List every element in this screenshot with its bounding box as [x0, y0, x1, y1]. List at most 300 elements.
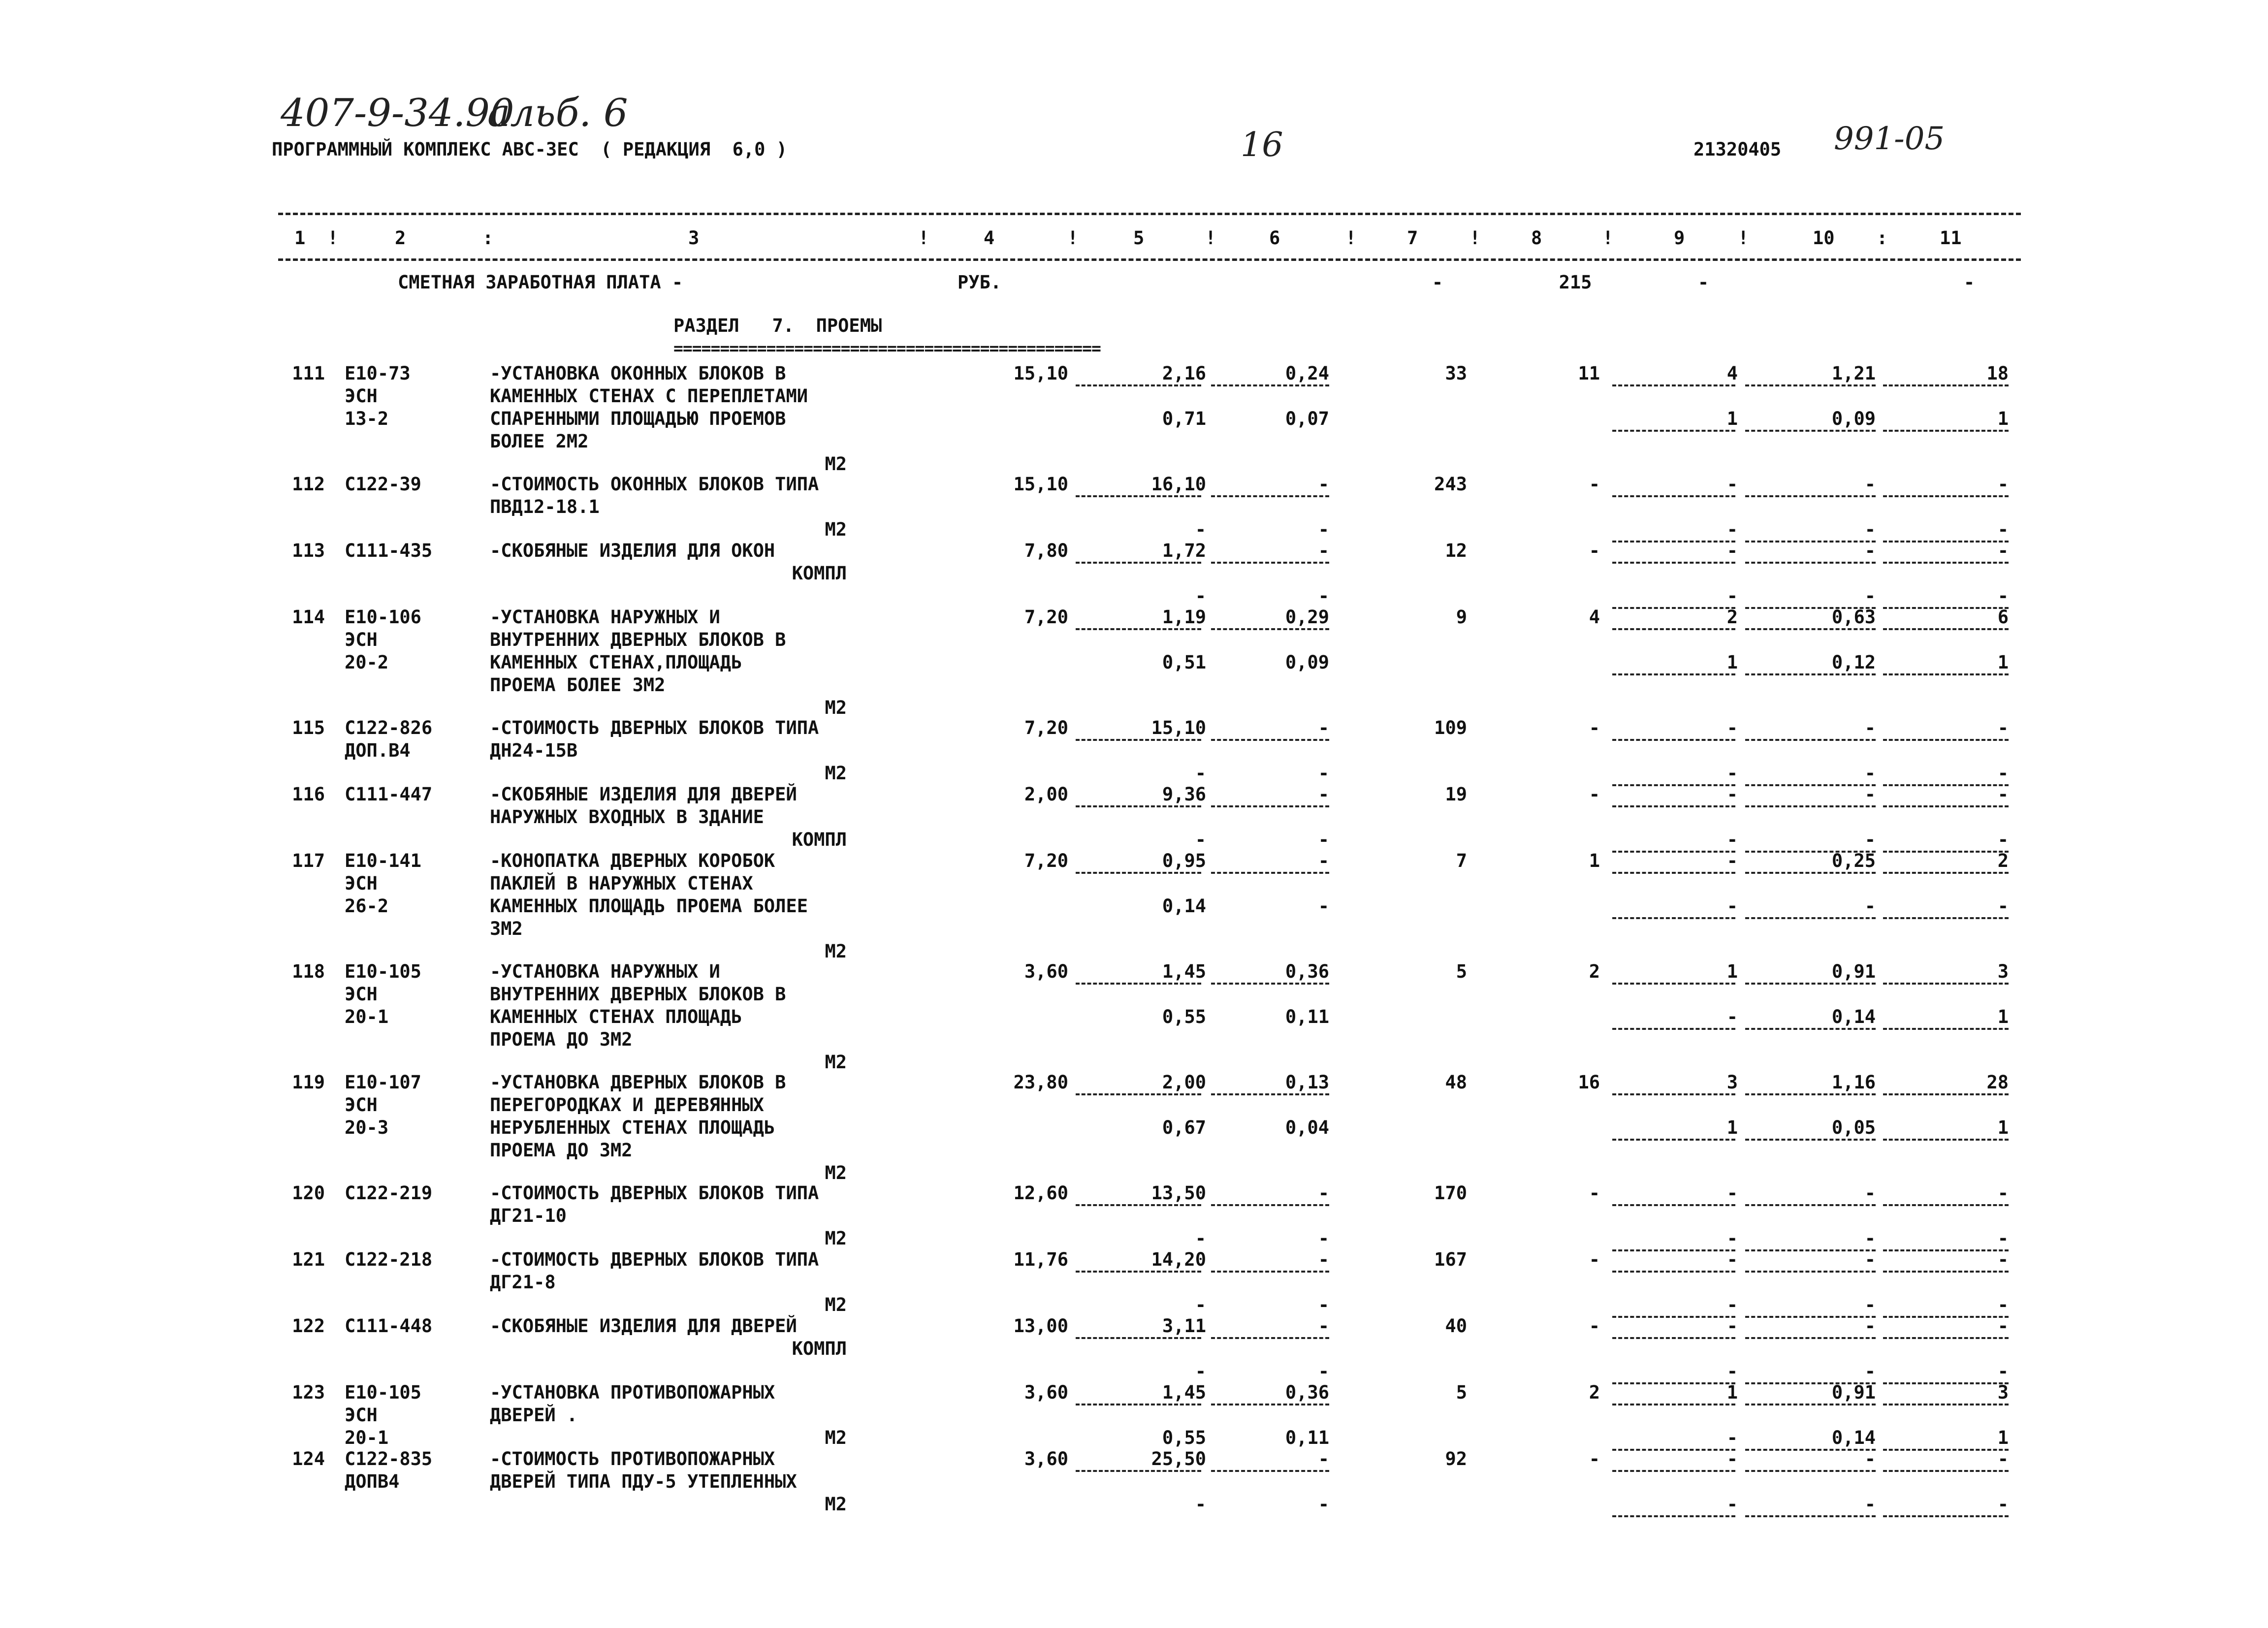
machinist-wage: 1	[1726, 652, 1738, 673]
labor-total: -	[1997, 1182, 2009, 1204]
unit-cost-wage: -	[1318, 474, 1329, 495]
unit-cost-total: 14,20	[1151, 1249, 1206, 1270]
unit-cost-total: 0,95	[1162, 850, 1206, 871]
wage-col11: -	[1963, 272, 1975, 293]
work-description-line: ВНУТРЕННИХ ДВЕРНЫХ БЛОКОВ В	[490, 984, 786, 1005]
machinist-wage: -	[1726, 895, 1738, 917]
unit-of-measure: М2	[825, 1228, 847, 1249]
quantity-value: 13,00	[1013, 1315, 1068, 1337]
quantity-value: 7,80	[1024, 540, 1068, 561]
row-number: 122	[292, 1315, 325, 1337]
unit-cost-wage: 0,13	[1285, 1072, 1329, 1093]
column-header-7: 7	[1407, 227, 1418, 249]
dash-col10	[1745, 1093, 1876, 1095]
dash-col9	[1612, 628, 1735, 630]
machinist-total: -	[1997, 1294, 2009, 1315]
machine-cost: -	[1726, 1448, 1738, 1469]
machinist-total: 1	[1997, 408, 2009, 429]
unit-cost-machine: -	[1195, 763, 1206, 784]
unit-cost-machine: 0,71	[1162, 408, 1206, 429]
unit-cost-machinist-wage: 0,11	[1285, 1427, 1329, 1448]
work-description-line: СПАРЕННЫМИ ПЛОЩАДЬЮ ПРОЕМОВ	[490, 408, 786, 429]
resource-code: С122-826	[345, 717, 433, 738]
dash-col11-lower	[1883, 1515, 2009, 1517]
work-description-line: ДВЕРЕЙ .	[490, 1405, 578, 1426]
machinist-wage: -	[1726, 1427, 1738, 1448]
labor-hours: -	[1864, 717, 1876, 738]
unit-cost-wage: -	[1318, 1249, 1329, 1270]
unit-cost-machine: -	[1195, 585, 1206, 607]
column-header-8: 8	[1531, 227, 1542, 249]
machinist-total: -	[1997, 1228, 2009, 1249]
unit-cost-machine: -	[1195, 829, 1206, 850]
dash-col5	[1076, 739, 1201, 741]
dash-col10-lower	[1745, 1139, 1876, 1141]
resource-code-line3: 26-2	[345, 895, 389, 917]
column-separator: !	[918, 227, 929, 249]
header-bottom-rule	[278, 258, 2021, 261]
dash-col9	[1612, 805, 1735, 807]
handwritten-page-number: 16	[1241, 126, 1283, 164]
resource-code-line2: ЭСН	[345, 1094, 378, 1116]
total-cost: 170	[1434, 1182, 1467, 1204]
dash-col5	[1076, 384, 1201, 386]
work-description-line: -УСТАНОВКА ОКОННЫХ БЛОКОВ В	[490, 363, 786, 384]
dash-col6	[1211, 739, 1329, 741]
unit-cost-wage: -	[1318, 1315, 1329, 1337]
work-description-line: -СТОИМОСТЬ ДВЕРНЫХ БЛОКОВ ТИПА	[490, 1249, 819, 1270]
dash-col11	[1883, 562, 2009, 564]
machine-cost: -	[1726, 1315, 1738, 1337]
resource-code: С111-435	[345, 540, 433, 561]
total-wage: 4	[1589, 607, 1600, 628]
row-number: 118	[292, 961, 325, 982]
row-number: 120	[292, 1182, 325, 1204]
unit-cost-total: 9,36	[1162, 784, 1206, 805]
machinist-wage: -	[1726, 1361, 1738, 1382]
total-cost: 5	[1456, 961, 1467, 982]
work-description-line: -СКОБЯНЫЕ ИЗДЕЛИЯ ДЛЯ ДВЕРЕЙ	[490, 784, 797, 805]
work-description-line: ДГ21-10	[490, 1205, 567, 1226]
dash-col11-lower	[1883, 1028, 2009, 1030]
dash-col9	[1612, 872, 1735, 874]
dash-col5	[1076, 1404, 1201, 1405]
work-description-line: НЕРУБЛЕННЫХ СТЕНАХ ПЛОЩАДЬ	[490, 1117, 775, 1138]
row-number: 114	[292, 607, 325, 628]
work-description-line: ВНУТРЕННИХ ДВЕРНЫХ БЛОКОВ В	[490, 629, 786, 650]
dash-col6	[1211, 384, 1329, 386]
unit-of-measure: КОМПЛ	[792, 829, 847, 850]
work-description-line: -СТОИМОСТЬ ДВЕРНЫХ БЛОКОВ ТИПА	[490, 1182, 819, 1204]
row-number: 115	[292, 717, 325, 738]
machine-cost: -	[1726, 1249, 1738, 1270]
labor-hours: 1,21	[1831, 363, 1876, 384]
dash-col10	[1745, 384, 1876, 386]
unit-cost-machinist-wage: 0,11	[1285, 1006, 1329, 1027]
dash-col10	[1745, 562, 1876, 564]
machinist-wage: -	[1726, 1494, 1738, 1515]
quantity-value: 3,60	[1024, 961, 1068, 982]
row-number: 119	[292, 1072, 325, 1093]
machinist-hours: -	[1864, 1494, 1876, 1515]
column-header-11: 11	[1940, 227, 1962, 249]
resource-code-line2: ДОП.В4	[345, 740, 411, 761]
resource-code: С122-218	[345, 1249, 433, 1270]
quantity-value: 7,20	[1024, 850, 1068, 871]
labor-total: 6	[1997, 607, 2009, 628]
dash-col5	[1076, 628, 1201, 630]
unit-cost-wage: 0,29	[1285, 607, 1329, 628]
machinist-hours: -	[1864, 1361, 1876, 1382]
program-header: ПРОГРАММНЫЙ КОМПЛЕКС АВС-3ЕС ( РЕДАКЦИЯ 6,0 )	[272, 139, 787, 160]
labor-total: -	[1997, 1448, 2009, 1469]
machinist-wage: -	[1726, 1006, 1738, 1027]
unit-cost-machinist-wage: -	[1318, 1294, 1329, 1315]
dash-col5	[1076, 1093, 1201, 1095]
unit-of-measure: М2	[825, 941, 847, 962]
dash-col11-lower	[1883, 1139, 2009, 1141]
unit-cost-machine: 0,51	[1162, 652, 1206, 673]
dash-col6	[1211, 1271, 1329, 1273]
resource-code-line2: ЭСН	[345, 984, 378, 1005]
dash-col11	[1883, 872, 2009, 874]
dash-col11	[1883, 495, 2009, 497]
total-wage: 2	[1589, 961, 1600, 982]
dash-col9	[1612, 1470, 1735, 1472]
machine-cost: 1	[1726, 961, 1738, 982]
dash-col11	[1883, 1404, 2009, 1405]
labor-total: 3	[1997, 1382, 2009, 1403]
unit-of-measure: М2	[825, 1162, 847, 1183]
dash-col5	[1076, 1470, 1201, 1472]
total-cost: 33	[1445, 363, 1467, 384]
unit-of-measure: М2	[825, 519, 847, 540]
work-description-line: ПЕРЕГОРОДКАХ И ДЕРЕВЯННЫХ	[490, 1094, 764, 1116]
resource-code: С122-39	[345, 474, 421, 495]
quantity-value: 3,60	[1024, 1382, 1068, 1403]
quantity-value: 11,76	[1013, 1249, 1068, 1270]
total-cost: 19	[1445, 784, 1467, 805]
unit-cost-machinist-wage: 0,07	[1285, 408, 1329, 429]
handwritten-project-number: 407-9-34.90	[281, 91, 514, 135]
total-cost: 167	[1434, 1249, 1467, 1270]
dash-col5	[1076, 805, 1201, 807]
dash-col10	[1745, 1337, 1876, 1339]
labor-hours: -	[1864, 1315, 1876, 1337]
unit-cost-machine: -	[1195, 1294, 1206, 1315]
unit-cost-wage: 0,36	[1285, 1382, 1329, 1403]
resource-code: Е10-105	[345, 1382, 421, 1403]
quantity-value: 3,60	[1024, 1448, 1068, 1469]
machinist-total: 1	[1997, 1006, 2009, 1027]
resource-code: Е10-141	[345, 850, 421, 871]
total-cost: 243	[1434, 474, 1467, 495]
total-wage: -	[1589, 717, 1600, 738]
unit-cost-machinist-wage: -	[1318, 519, 1329, 540]
work-description-line: БОЛЕЕ 2М2	[490, 431, 589, 452]
dash-col11	[1883, 1204, 2009, 1206]
unit-of-measure: М2	[825, 1052, 847, 1073]
dash-col10	[1745, 628, 1876, 630]
column-separator: !	[1205, 227, 1216, 249]
machinist-hours: -	[1864, 895, 1876, 917]
labor-total: -	[1997, 1249, 2009, 1270]
unit-cost-total: 1,45	[1162, 961, 1206, 982]
dash-col10	[1745, 739, 1876, 741]
row-number: 111	[292, 363, 325, 384]
total-wage: -	[1589, 1315, 1600, 1337]
unit-cost-total: 13,50	[1151, 1182, 1206, 1204]
unit-cost-total: 3,11	[1162, 1315, 1206, 1337]
dash-col11	[1883, 805, 2009, 807]
column-header-9: 9	[1674, 227, 1685, 249]
resource-code: Е10-73	[345, 363, 411, 384]
total-wage: -	[1589, 1249, 1600, 1270]
dash-col10	[1745, 805, 1876, 807]
labor-hours: 0,91	[1831, 1382, 1876, 1403]
labor-hours: -	[1864, 784, 1876, 805]
resource-code-line3: 13-2	[345, 408, 389, 429]
unit-of-measure: М2	[825, 1494, 847, 1515]
work-description-line: -СТОИМОСТЬ ОКОННЫХ БЛОКОВ ТИПА	[490, 474, 819, 495]
unit-of-measure: КОМПЛ	[792, 563, 847, 584]
dash-col10	[1745, 1404, 1876, 1405]
dash-col6	[1211, 1204, 1329, 1206]
resource-code: Е10-107	[345, 1072, 421, 1093]
dash-col6	[1211, 983, 1329, 985]
resource-code-line2: ДОПВ4	[345, 1471, 400, 1492]
work-description-line: 3М2	[490, 918, 523, 939]
dash-col9	[1612, 562, 1735, 564]
machinist-hours: 0,05	[1831, 1117, 1876, 1138]
quantity-value: 23,80	[1013, 1072, 1068, 1093]
dash-col9	[1612, 739, 1735, 741]
unit-cost-total: 25,50	[1151, 1448, 1206, 1469]
unit-cost-machinist-wage: -	[1318, 829, 1329, 850]
machinist-total: 1	[1997, 1117, 2009, 1138]
unit-cost-machine: 0,67	[1162, 1117, 1206, 1138]
column-separator: !	[1469, 227, 1481, 249]
machine-cost: -	[1726, 717, 1738, 738]
total-wage: 2	[1589, 1382, 1600, 1403]
unit-cost-wage: -	[1318, 1182, 1329, 1204]
machine-cost: 4	[1726, 363, 1738, 384]
unit-cost-total: 1,19	[1162, 607, 1206, 628]
dash-col6	[1211, 495, 1329, 497]
dash-col6	[1211, 1093, 1329, 1095]
machinist-hours: 0,14	[1831, 1006, 1876, 1027]
handwritten-album-number: альб. 6	[487, 91, 628, 135]
document-number: 21320405	[1693, 139, 1782, 160]
unit-of-measure: М2	[825, 697, 847, 718]
unit-cost-total: 16,10	[1151, 474, 1206, 495]
wage-unit: РУБ.	[958, 272, 1002, 293]
dash-col9-lower	[1612, 1028, 1735, 1030]
dash-col11-lower	[1883, 917, 2009, 919]
dash-col11-lower	[1883, 430, 2009, 432]
work-description-line: -СКОБЯНЫЕ ИЗДЕЛИЯ ДЛЯ ДВЕРЕЙ	[490, 1315, 797, 1337]
machinist-total: -	[1997, 519, 2009, 540]
unit-cost-total: 2,16	[1162, 363, 1206, 384]
work-description-line: -УСТАНОВКА ПРОТИВОПОЖАРНЫХ	[490, 1382, 775, 1403]
dash-col10	[1745, 872, 1876, 874]
dash-col11	[1883, 739, 2009, 741]
machinist-total: 1	[1997, 652, 2009, 673]
dash-col10-lower	[1745, 1028, 1876, 1030]
labor-hours: -	[1864, 1249, 1876, 1270]
dash-col5	[1076, 562, 1201, 564]
quantity-value: 7,20	[1024, 607, 1068, 628]
quantity-value: 7,20	[1024, 717, 1068, 738]
work-description-line: -УСТАНОВКА НАРУЖНЫХ И	[490, 607, 720, 628]
dash-col10	[1745, 1204, 1876, 1206]
machinist-wage: -	[1726, 1294, 1738, 1315]
machine-cost: -	[1726, 1182, 1738, 1204]
dash-col11	[1883, 1470, 2009, 1472]
unit-cost-wage: 0,36	[1285, 961, 1329, 982]
machinist-total: -	[1997, 895, 2009, 917]
total-wage: 11	[1578, 363, 1600, 384]
machinist-total: -	[1997, 1494, 2009, 1515]
machinist-total: -	[1997, 585, 2009, 607]
machinist-hours: -	[1864, 763, 1876, 784]
total-cost: 5	[1456, 1382, 1467, 1403]
column-header-2: 2	[395, 227, 406, 249]
dash-col6	[1211, 1337, 1329, 1339]
machinist-hours: 0,12	[1831, 652, 1876, 673]
row-number: 112	[292, 474, 325, 495]
work-description-line: ДГ21-8	[490, 1272, 556, 1293]
dash-col6	[1211, 562, 1329, 564]
dash-col10	[1745, 983, 1876, 985]
unit-cost-machine: -	[1195, 1361, 1206, 1382]
resource-code-line2: ЭСН	[345, 385, 378, 407]
handwritten-code: 991-05	[1834, 121, 1945, 157]
work-description-line: ПВД12-18.1	[490, 496, 600, 517]
unit-cost-machinist-wage: -	[1318, 1494, 1329, 1515]
dash-col6	[1211, 872, 1329, 874]
unit-cost-wage: -	[1318, 1448, 1329, 1469]
labor-hours: -	[1864, 1182, 1876, 1204]
work-description-line: КАМЕННЫХ СТЕНАХ ПЛОЩАДЬ	[490, 1006, 742, 1027]
dash-col5	[1076, 1271, 1201, 1273]
total-wage: -	[1589, 474, 1600, 495]
total-cost: 9	[1456, 607, 1467, 628]
resource-code-line3: 20-1	[345, 1427, 389, 1448]
dash-col9	[1612, 1337, 1735, 1339]
unit-cost-machinist-wage: -	[1318, 1361, 1329, 1382]
quantity-value: 2,00	[1024, 784, 1068, 805]
unit-of-measure: М2	[825, 453, 847, 475]
dash-col11	[1883, 384, 2009, 386]
dash-col9	[1612, 384, 1735, 386]
unit-of-measure: КОМПЛ	[792, 1338, 847, 1359]
column-header-1: 1	[294, 227, 306, 249]
dash-col10-lower	[1745, 430, 1876, 432]
dash-col5	[1076, 983, 1201, 985]
column-separator: !	[1738, 227, 1749, 249]
dash-col9	[1612, 1404, 1735, 1405]
resource-code: С111-447	[345, 784, 433, 805]
total-cost: 40	[1445, 1315, 1467, 1337]
work-description-line: -УСТАНОВКА ДВЕРНЫХ БЛОКОВ В	[490, 1072, 786, 1093]
machinist-total: -	[1997, 1361, 2009, 1382]
machinist-wage: 1	[1726, 408, 1738, 429]
machinist-hours: -	[1864, 1294, 1876, 1315]
dash-col6	[1211, 805, 1329, 807]
machine-cost: -	[1726, 540, 1738, 561]
unit-cost-machine: -	[1195, 1494, 1206, 1515]
work-description-line: ДН24-15В	[490, 740, 578, 761]
labor-total: 28	[1986, 1072, 2009, 1093]
unit-cost-machinist-wage: -	[1318, 1228, 1329, 1249]
total-wage: -	[1589, 540, 1600, 561]
resource-code: С122-219	[345, 1182, 433, 1204]
machine-cost: 1	[1726, 1382, 1738, 1403]
row-number: 123	[292, 1382, 325, 1403]
unit-cost-total: 15,10	[1151, 717, 1206, 738]
unit-cost-machinist-wage: 0,04	[1285, 1117, 1329, 1138]
machinist-total: -	[1997, 763, 2009, 784]
dash-col10	[1745, 1470, 1876, 1472]
dash-col10-lower	[1745, 1515, 1876, 1517]
unit-cost-wage: -	[1318, 717, 1329, 738]
dash-col9-lower	[1612, 1139, 1735, 1141]
machinist-hours: -	[1864, 829, 1876, 850]
work-description-line: КАМЕННЫХ ПЛОЩАДЬ ПРОЕМА БОЛЕЕ	[490, 895, 808, 917]
work-description-line: ПРОЕМА БОЛЕЕ 3М2	[490, 674, 666, 696]
dash-col5	[1076, 1337, 1201, 1339]
unit-of-measure: М2	[825, 1427, 847, 1448]
dash-col10	[1745, 1271, 1876, 1273]
unit-cost-machine: -	[1195, 519, 1206, 540]
total-cost: 109	[1434, 717, 1467, 738]
dash-col9-lower	[1612, 673, 1735, 675]
labor-hours: 1,16	[1831, 1072, 1876, 1093]
table-top-rule	[278, 213, 2021, 215]
column-header-4: 4	[984, 227, 995, 249]
unit-of-measure: М2	[825, 1294, 847, 1315]
total-cost: 48	[1445, 1072, 1467, 1093]
unit-cost-machinist-wage: 0,09	[1285, 652, 1329, 673]
total-cost: 7	[1456, 850, 1467, 871]
work-description-line: -СКОБЯНЫЕ ИЗДЕЛИЯ ДЛЯ ОКОН	[490, 540, 775, 561]
total-wage: -	[1589, 1182, 1600, 1204]
labor-hours: -	[1864, 1448, 1876, 1469]
machinist-hours: -	[1864, 585, 1876, 607]
machinist-total: 1	[1997, 1427, 2009, 1448]
work-description-line: -СТОИМОСТЬ ДВЕРНЫХ БЛОКОВ ТИПА	[490, 717, 819, 738]
resource-code: С122-835	[345, 1448, 433, 1469]
total-cost: 12	[1445, 540, 1467, 561]
labor-total: -	[1997, 540, 2009, 561]
unit-cost-machine: 0,55	[1162, 1006, 1206, 1027]
machinist-wage: -	[1726, 829, 1738, 850]
machine-cost: -	[1726, 784, 1738, 805]
dash-col9	[1612, 1093, 1735, 1095]
machinist-hours: -	[1864, 519, 1876, 540]
total-wage: 1	[1589, 850, 1600, 871]
labor-hours: 0,63	[1831, 607, 1876, 628]
unit-cost-total: 2,00	[1162, 1072, 1206, 1093]
labor-hours: -	[1864, 474, 1876, 495]
dash-col11	[1883, 1271, 2009, 1273]
total-wage: 16	[1578, 1072, 1600, 1093]
unit-cost-machinist-wage: -	[1318, 763, 1329, 784]
resource-code-line2: ЭСН	[345, 1405, 378, 1426]
wage-label: СМЕТНАЯ ЗАРАБОТНАЯ ПЛАТА -	[398, 272, 683, 293]
dash-col11	[1883, 1093, 2009, 1095]
